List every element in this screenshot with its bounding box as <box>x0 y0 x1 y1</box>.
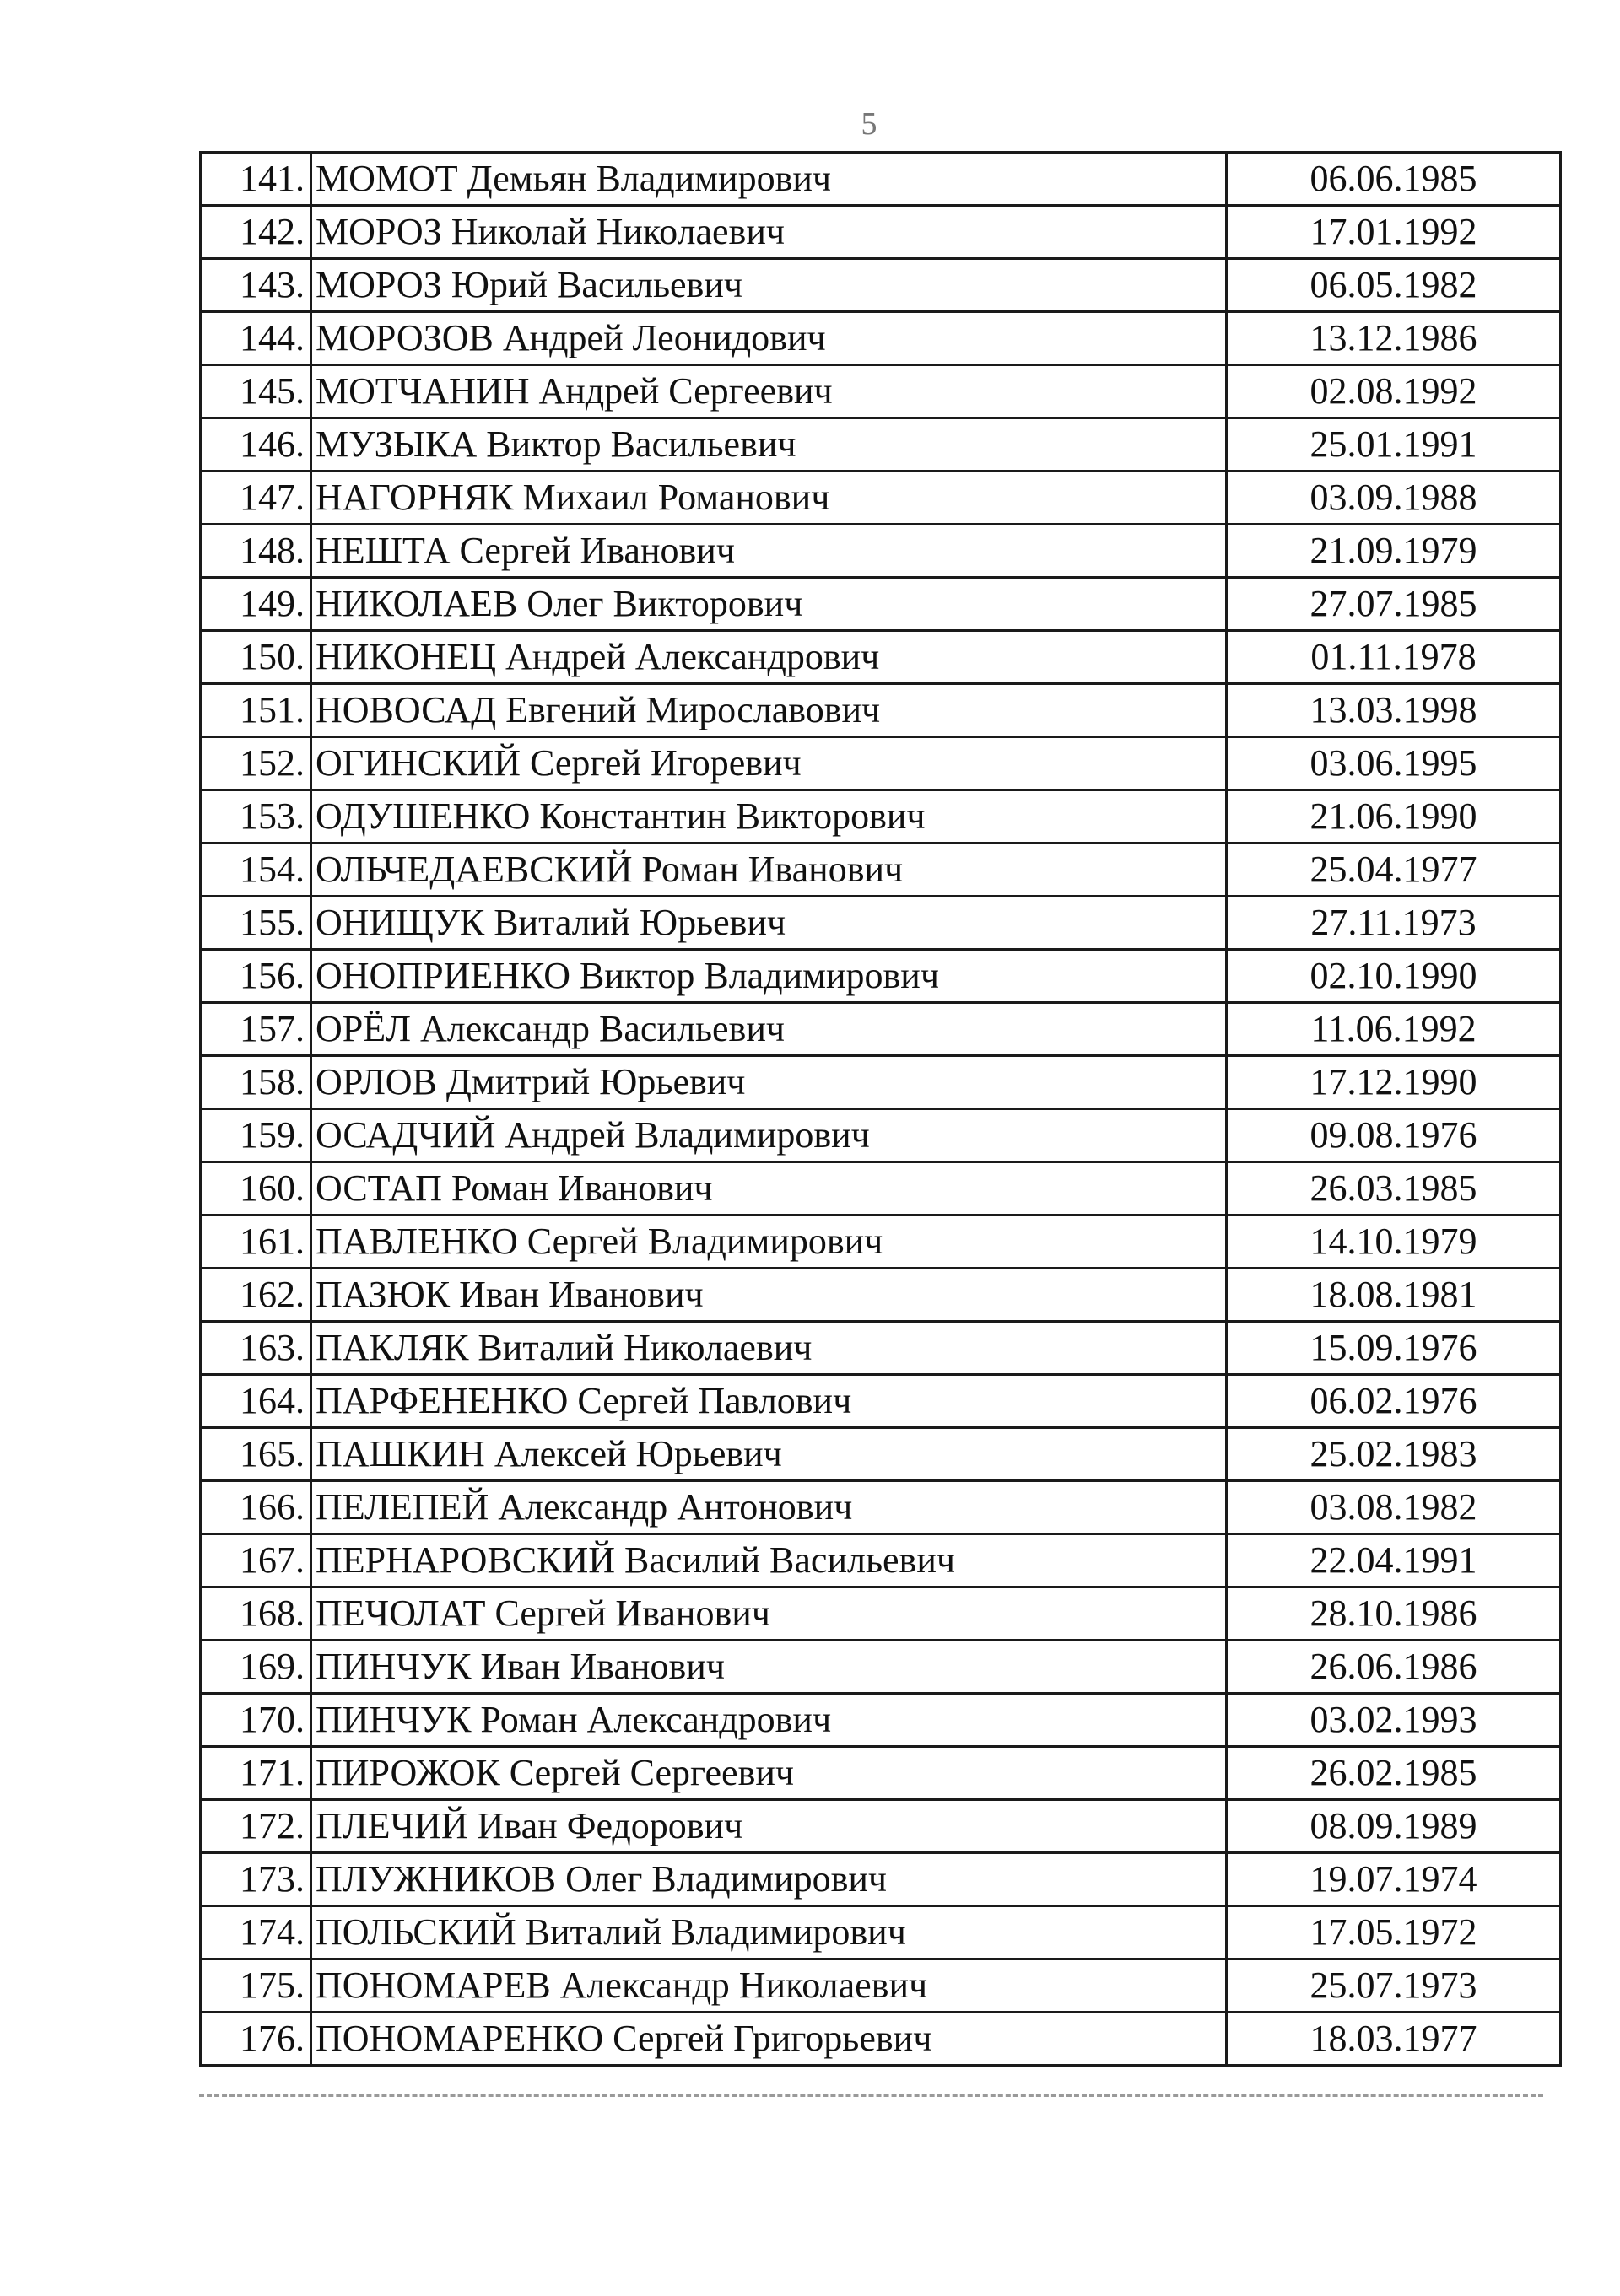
row-number: 149. <box>201 578 311 631</box>
row-number: 146. <box>201 418 311 472</box>
full-name: НЕШТА Сергей Иванович <box>311 525 1227 578</box>
full-name: ПЕЧОЛАТ Сергей Иванович <box>311 1587 1227 1641</box>
row-number: 143. <box>201 259 311 312</box>
table-row <box>201 1322 1561 1375</box>
birth-date: 01.11.1978 <box>1227 631 1561 684</box>
row-number: 153. <box>201 790 311 843</box>
birth-date: 25.02.1983 <box>1227 1428 1561 1481</box>
birth-date: 03.08.1982 <box>1227 1481 1561 1534</box>
row-number: 154. <box>201 843 311 897</box>
full-name: ОЛЬЧЕДАЕВСКИЙ Роман Иванович <box>311 843 1227 897</box>
birth-date: 14.10.1979 <box>1227 1215 1561 1269</box>
row-number: 157. <box>201 1003 311 1056</box>
full-name: ПИРОЖОК Сергей Сергеевич <box>311 1747 1227 1800</box>
full-name: ПИНЧУК Роман Александрович <box>311 1694 1227 1747</box>
full-name: ПОНОМАРЕНКО Сергей Григорьевич <box>311 2013 1227 2066</box>
row-number: 164. <box>201 1375 311 1428</box>
row-number: 148. <box>201 525 311 578</box>
birth-date: 13.03.1998 <box>1227 684 1561 737</box>
birth-date: 09.08.1976 <box>1227 1109 1561 1162</box>
full-name: ПЛЕЧИЙ Иван Федорович <box>311 1800 1227 1853</box>
full-name: НИКОНЕЦ Андрей Александрович <box>311 631 1227 684</box>
row-number: 171. <box>201 1747 311 1800</box>
birth-date: 15.09.1976 <box>1227 1322 1561 1375</box>
full-name: ОСТАП Роман Иванович <box>311 1162 1227 1215</box>
birth-date: 13.12.1986 <box>1227 312 1561 365</box>
full-name: ОГИНСКИЙ Сергей Игоревич <box>311 737 1227 790</box>
row-number: 159. <box>201 1109 311 1162</box>
birth-date: 06.06.1985 <box>1227 153 1561 206</box>
table-row <box>201 472 1561 525</box>
table-row <box>201 950 1561 1003</box>
full-name: МОРОЗОВ Андрей Леонидович <box>311 312 1227 365</box>
full-name: ОНОПРИЕНКО Виктор Владимирович <box>311 950 1227 1003</box>
row-number: 173. <box>201 1853 311 1906</box>
table-row <box>201 737 1561 790</box>
full-name: ПОЛЬСКИЙ Виталий Владимирович <box>311 1906 1227 1959</box>
table-row <box>201 206 1561 259</box>
full-name: ОДУШЕНКО Константин Викторович <box>311 790 1227 843</box>
table-row <box>201 1162 1561 1215</box>
birth-date: 02.10.1990 <box>1227 950 1561 1003</box>
row-number: 147. <box>201 472 311 525</box>
row-number: 152. <box>201 737 311 790</box>
full-name: ПАКЛЯК Виталий Николаевич <box>311 1322 1227 1375</box>
personnel-table <box>199 151 1562 2067</box>
birth-date: 18.03.1977 <box>1227 2013 1561 2066</box>
row-number: 142. <box>201 206 311 259</box>
table-row <box>201 1534 1561 1587</box>
row-number: 151. <box>201 684 311 737</box>
full-name: МОРОЗ Николай Николаевич <box>311 206 1227 259</box>
row-number: 175. <box>201 1959 311 2013</box>
birth-date: 26.06.1986 <box>1227 1641 1561 1694</box>
row-number: 176. <box>201 2013 311 2066</box>
table-row <box>201 1800 1561 1853</box>
birth-date: 19.07.1974 <box>1227 1853 1561 1906</box>
full-name: ПАРФЕНЕНКО Сергей Павлович <box>311 1375 1227 1428</box>
table-row <box>201 1269 1561 1322</box>
full-name: ПЕЛЕПЕЙ Александр Антонович <box>311 1481 1227 1534</box>
birth-date: 25.07.1973 <box>1227 1959 1561 2013</box>
row-number: 144. <box>201 312 311 365</box>
table-row <box>201 843 1561 897</box>
row-number: 166. <box>201 1481 311 1534</box>
table-row <box>201 1906 1561 1959</box>
table-row <box>201 684 1561 737</box>
table-row <box>201 897 1561 950</box>
table-row <box>201 259 1561 312</box>
birth-date: 25.01.1991 <box>1227 418 1561 472</box>
row-number: 162. <box>201 1269 311 1322</box>
birth-date: 03.02.1993 <box>1227 1694 1561 1747</box>
table-row <box>201 1747 1561 1800</box>
table-row <box>201 1959 1561 2013</box>
row-number: 172. <box>201 1800 311 1853</box>
table-row <box>201 790 1561 843</box>
table-row <box>201 1375 1561 1428</box>
full-name: МУЗЫКА Виктор Васильевич <box>311 418 1227 472</box>
full-name: ПЛУЖНИКОВ Олег Владимирович <box>311 1853 1227 1906</box>
birth-date: 17.12.1990 <box>1227 1056 1561 1109</box>
full-name: МОРОЗ Юрий Васильевич <box>311 259 1227 312</box>
table-row <box>201 2013 1561 2066</box>
full-name: ПЕРНАРОВСКИЙ Василий Васильевич <box>311 1534 1227 1587</box>
row-number: 161. <box>201 1215 311 1269</box>
full-name: ПАШКИН Алексей Юрьевич <box>311 1428 1227 1481</box>
full-name: НИКОЛАЕВ Олег Викторович <box>311 578 1227 631</box>
row-number: 160. <box>201 1162 311 1215</box>
table-row <box>201 418 1561 472</box>
full-name: ПИНЧУК Иван Иванович <box>311 1641 1227 1694</box>
table-row <box>201 1853 1561 1906</box>
birth-date: 21.09.1979 <box>1227 525 1561 578</box>
table-row <box>201 1481 1561 1534</box>
row-number: 165. <box>201 1428 311 1481</box>
birth-date: 06.02.1976 <box>1227 1375 1561 1428</box>
row-number: 141. <box>201 153 311 206</box>
birth-date: 22.04.1991 <box>1227 1534 1561 1587</box>
full-name: НАГОРНЯК Михаил Романович <box>311 472 1227 525</box>
full-name: ОНИЩУК Виталий Юрьевич <box>311 897 1227 950</box>
table-row <box>201 1109 1561 1162</box>
birth-date: 28.10.1986 <box>1227 1587 1561 1641</box>
full-name: ОСАДЧИЙ Андрей Владимирович <box>311 1109 1227 1162</box>
full-name: ОРЛОВ Дмитрий Юрьевич <box>311 1056 1227 1109</box>
full-name: НОВОСАД Евгений Мирославович <box>311 684 1227 737</box>
birth-date: 21.06.1990 <box>1227 790 1561 843</box>
birth-date: 27.07.1985 <box>1227 578 1561 631</box>
row-number: 145. <box>201 365 311 418</box>
row-number: 168. <box>201 1587 311 1641</box>
full-name: ПАВЛЕНКО Сергей Владимирович <box>311 1215 1227 1269</box>
full-name: МОТЧАНИН Андрей Сергеевич <box>311 365 1227 418</box>
birth-date: 27.11.1973 <box>1227 897 1561 950</box>
table-row <box>201 1215 1561 1269</box>
full-name: ПАЗЮК Иван Иванович <box>311 1269 1227 1322</box>
row-number: 174. <box>201 1906 311 1959</box>
row-number: 167. <box>201 1534 311 1587</box>
row-number: 170. <box>201 1694 311 1747</box>
birth-date: 26.02.1985 <box>1227 1747 1561 1800</box>
birth-date: 06.05.1982 <box>1227 259 1561 312</box>
row-number: 150. <box>201 631 311 684</box>
table-body <box>201 153 1561 2066</box>
table-row <box>201 578 1561 631</box>
full-name: ПОНОМАРЕВ Александр Николаевич <box>311 1959 1227 2013</box>
table-row <box>201 1587 1561 1641</box>
table-row <box>201 631 1561 684</box>
page-number: 5 <box>861 106 878 142</box>
table-row <box>201 1003 1561 1056</box>
birth-date: 03.06.1995 <box>1227 737 1561 790</box>
birth-date: 03.09.1988 <box>1227 472 1561 525</box>
birth-date: 18.08.1981 <box>1227 1269 1561 1322</box>
birth-date: 26.03.1985 <box>1227 1162 1561 1215</box>
row-number: 169. <box>201 1641 311 1694</box>
birth-date: 17.05.1972 <box>1227 1906 1561 1959</box>
row-number: 163. <box>201 1322 311 1375</box>
table-row <box>201 312 1561 365</box>
table-row <box>201 1694 1561 1747</box>
table-row <box>201 153 1561 206</box>
birth-date: 02.08.1992 <box>1227 365 1561 418</box>
row-number: 156. <box>201 950 311 1003</box>
full-name: ОРЁЛ Александр Васильевич <box>311 1003 1227 1056</box>
birth-date: 17.01.1992 <box>1227 206 1561 259</box>
birth-date: 11.06.1992 <box>1227 1003 1561 1056</box>
table-row <box>201 525 1561 578</box>
row-number: 158. <box>201 1056 311 1109</box>
table-row <box>201 1056 1561 1109</box>
full-name: МОМОТ Демьян Владимирович <box>311 153 1227 206</box>
table-row <box>201 1428 1561 1481</box>
row-number: 155. <box>201 897 311 950</box>
page-cut-line <box>199 2094 1543 2097</box>
birth-date: 08.09.1989 <box>1227 1800 1561 1853</box>
table-row <box>201 1641 1561 1694</box>
table-row <box>201 365 1561 418</box>
birth-date: 25.04.1977 <box>1227 843 1561 897</box>
